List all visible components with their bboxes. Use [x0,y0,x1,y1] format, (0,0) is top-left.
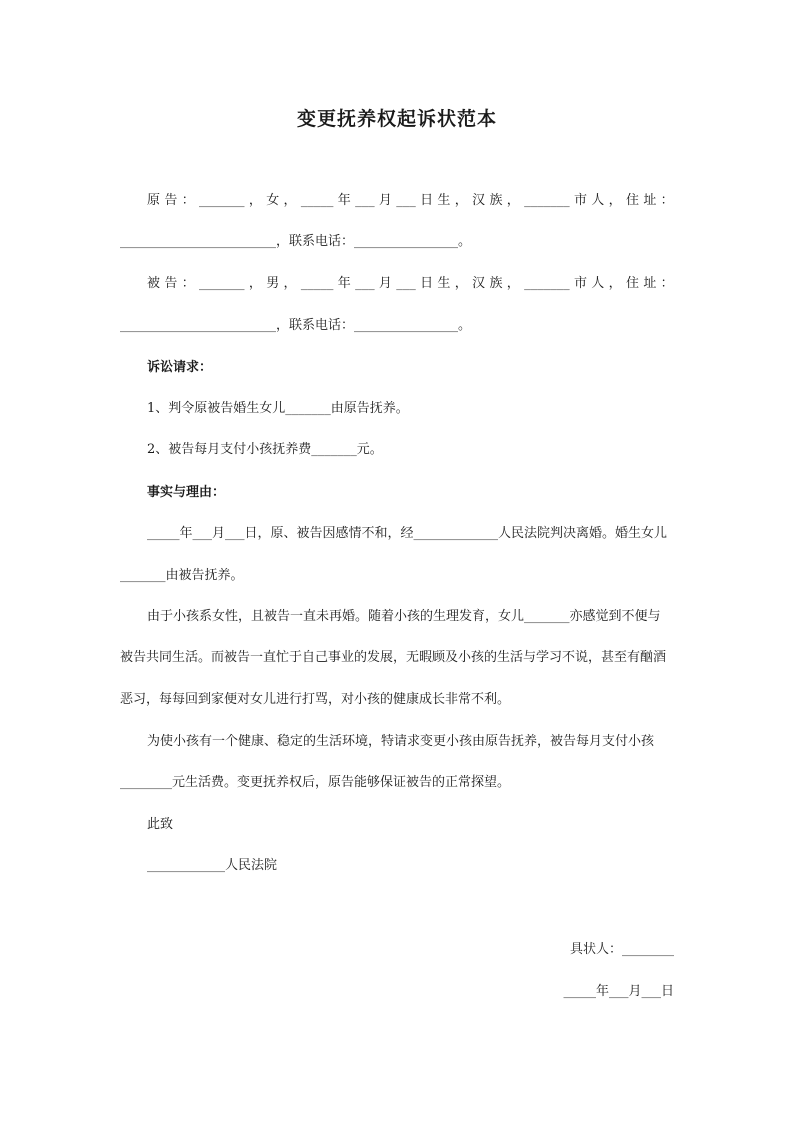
text-token: ： [660,193,674,208]
text-token: _______ [199,276,245,291]
text-token: ___ [355,193,375,208]
facts-heading: 事实与理由： [147,485,226,500]
facts-line: 被告共同生活。而被告一直忙于自己事业的发展，无暇顾及小孩的生活与学习不说，甚至有酗酒 [120,650,667,665]
text-token: ： [181,276,195,291]
text-token: 汉 [472,276,486,291]
text-token: _____ [300,193,334,208]
text-token: ___ [396,193,416,208]
text-token: 人 [591,193,605,208]
text-token: _____ [300,276,334,291]
text-token: ， [283,276,297,291]
text-token: 女 [266,193,280,208]
text-token: 年 [337,193,351,208]
text-token: 人 [591,276,605,291]
text-token: 月 [378,276,392,291]
text-token: 原 [147,193,161,208]
text-token: 市 [573,276,587,291]
text-token: 市 [573,193,587,208]
text-token: 址 [643,193,657,208]
text-token: ： [660,276,674,291]
facts-line: ________元生活费。变更抚养权后，原告能够保证被告的正常探望。 [120,775,511,790]
text-token: ， [283,193,297,208]
text-token: ， [248,276,262,291]
document-title: 变更抚养权起诉状范本 [296,108,497,130]
text-token: _______ [524,193,570,208]
text-token: 生 [437,193,451,208]
text-token: ， [454,193,468,208]
date-line: _____年___月___日 [563,984,674,999]
facts-line: 由于小孩系女性，且被告一直未再婚。随着小孩的生理发育，女儿_______亦感觉到不便与 [147,609,661,624]
text-token: 汉 [472,193,486,208]
text-token: 生 [437,276,451,291]
text-token: ， [248,193,262,208]
text-token: 年 [337,276,351,291]
text-token: 告 [164,276,178,291]
defendant-line-2: ________________________，联系电话：________________。 [120,318,472,333]
defendant-line-1 [147,275,674,293]
text-token: ___ [355,276,375,291]
plaintiff-line-2: ________________________，联系电话：________________。 [120,234,472,249]
text-token: ___ [396,276,416,291]
text-token: 被 [147,276,161,291]
text-token: ， [454,276,468,291]
facts-line: _____年___月___日，原、被告因感情不和，经_____________人民法院判决离婚。婚生女儿 [147,526,668,541]
text-token: _______ [524,276,570,291]
facts-line: 为使小孩有一个健康、稳定的生活环境，特请求变更小孩由原告抚养，被告每月支付小孩 [147,734,655,749]
text-token: 族 [489,193,503,208]
text-token: 住 [625,276,639,291]
text-token: 月 [378,193,392,208]
claims-heading: 诉讼请求： [147,360,213,375]
text-token: ， [608,193,622,208]
text-token: ， [506,276,520,291]
claim-item: 1、判令原被告婚生女儿_______由原告抚养。 [147,401,409,416]
text-token: 告 [164,193,178,208]
facts-line: _______由被告抚养。 [120,568,244,583]
plaintiff-line-1 [147,192,674,210]
text-token: 男 [266,276,280,291]
signature-line: 具状人：________ [569,942,674,957]
text-token: 族 [489,276,503,291]
text-token: ， [506,193,520,208]
text-token: 日 [420,276,434,291]
text-token: ， [608,276,622,291]
text-token: 址 [643,276,657,291]
closing-salutation: 此致 [147,817,174,832]
text-token: 日 [420,193,434,208]
court-name: ____________人民法院 [147,858,278,873]
text-token: _______ [199,193,245,208]
text-token: ： [181,193,195,208]
facts-line: 恶习，每每回到家便对女儿进行打骂，对小孩的健康成长非常不利。 [120,692,511,707]
text-token: 住 [625,193,639,208]
claim-item: 2、被告每月支付小孩抚养费_______元。 [147,442,383,457]
